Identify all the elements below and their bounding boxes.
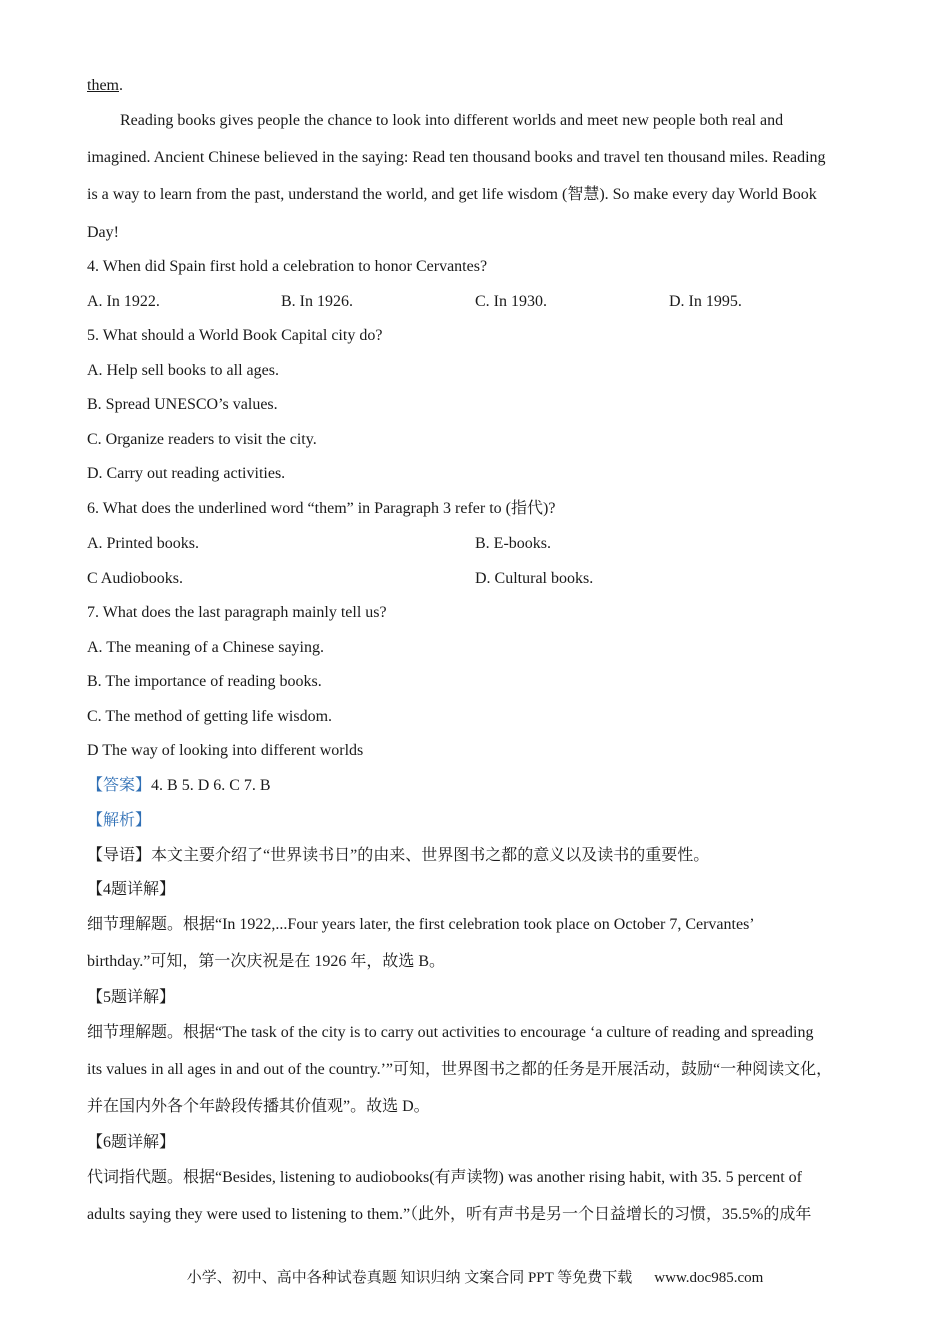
passage-paragraph-line: Day! [87, 224, 119, 241]
question-7-option-b: B. The importance of reading books. [87, 673, 322, 690]
question-6-option-c: C Audiobooks. [87, 570, 184, 587]
question-4-option-c: C. In 1930. [475, 293, 547, 310]
question-5-option-c: C. Organize readers to visit the city. [87, 431, 317, 448]
footer-site-link[interactable]: www.doc985.com [654, 1270, 764, 1286]
question-5-option-b: B. Spread UNESCO’s values. [87, 396, 278, 413]
detail-4-line: birthday.”可知，第一次庆祝是在 1926 年，故选 B。 [87, 953, 446, 970]
answer-line [87, 776, 271, 796]
detail-5-line: its values in all ages in and out of the country.’”可知，世界图书之都的任务是开展活动，鼓励“一种阅读文化， [87, 1061, 833, 1078]
question-6-option-b: B. E-books. [475, 535, 551, 552]
underlined-word-them: them [87, 77, 119, 94]
passage-top-line: them. [87, 77, 123, 94]
detail-4-line: 细节理解题。根据“In 1922,...Four years later, the first celebration took place on October 7, Cervantes’ [87, 916, 755, 933]
passage-paragraph-line: imagined. Ancient Chinese believed in the saying: Read ten thousand books and travel ten thousand miles. Reading [87, 149, 826, 166]
detail-4-heading: 【4题详解】 [87, 881, 176, 898]
question-5-stem: 5. What should a World Book Capital city do? [87, 327, 383, 344]
question-4-stem: 4. When did Spain first hold a celebration to honor Cervantes? [87, 258, 488, 275]
answer-label: 【答案】 [87, 777, 152, 794]
question-4-option-b: B. In 1926. [281, 293, 353, 310]
question-7-option-d: D The way of looking into different worlds [87, 742, 364, 759]
analysis-intro: 【导语】本文主要介绍了“世界读书日”的由来、世界图书之都的意义以及读书的重要性。 [87, 847, 710, 864]
passage-paragraph-line: Reading books gives people the chance to look into different worlds and meet new people both real and [120, 112, 784, 129]
detail-6-line: 代词指代题。根据“Besides, listening to audiobooks(有声读物) was another rising habit, with 35. 5 percent of [87, 1169, 803, 1186]
question-7-option-c: C. The method of getting life wisdom. [87, 708, 333, 725]
question-7-stem: 7. What does the last paragraph mainly tell us? [87, 604, 387, 621]
answer-text: 4. B 5. D 6. C 7. B [151, 777, 271, 794]
question-6-stem: 6. What does the underlined word “them” in Paragraph 3 refer to (指代)? [87, 500, 556, 517]
analysis-label: 【解析】 [87, 812, 152, 829]
detail-6-heading: 【6题详解】 [87, 1134, 176, 1151]
passage-paragraph-line: is a way to learn from the past, understand the world, and get life wisdom (智慧). So make every day World Book [87, 186, 817, 203]
question-4-option-a: A. In 1922. [87, 293, 160, 310]
detail-6-line: adults saying they were used to listening to them.”（此外，听有声书是另一个日益增长的习惯，35.5%的成年 [87, 1206, 812, 1223]
question-6-option-d: D. Cultural books. [475, 570, 594, 587]
page-footer [0, 1268, 950, 1288]
question-5-option-a: A. Help sell books to all ages. [87, 362, 279, 379]
question-4-option-d: D. In 1995. [669, 293, 742, 310]
footer-promo-text: 小学、初中、高中各种试卷真题 知识归纳 文案合同 PPT 等免费下载 [186, 1270, 633, 1286]
detail-5-line: 并在国内外各个年龄段传播其价值观”。故选 D。 [87, 1098, 430, 1115]
detail-5-line: 细节理解题。根据“The task of the city is to carry out activities to encourage ‘a culture of reading and spreading [87, 1024, 814, 1041]
detail-5-heading: 【5题详解】 [87, 989, 176, 1006]
question-6-option-a: A. Printed books. [87, 535, 199, 552]
question-5-option-d: D. Carry out reading activities. [87, 465, 286, 482]
question-7-option-a: A. The meaning of a Chinese saying. [87, 639, 324, 656]
